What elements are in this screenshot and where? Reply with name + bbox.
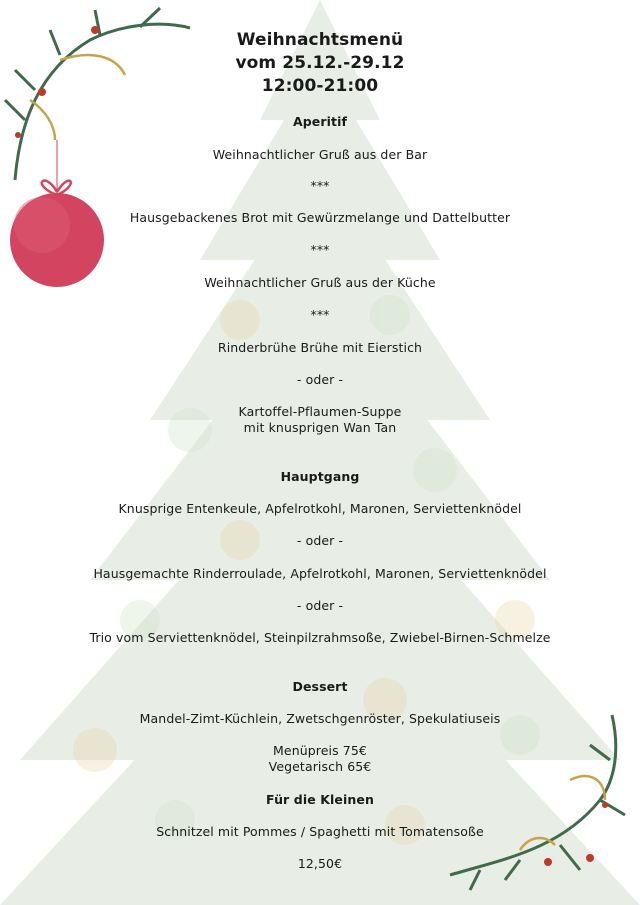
oder-separator: - oder -	[296, 598, 344, 613]
oder-separator: - oder -	[296, 372, 344, 387]
menu-item: Weihnachtlicher Gruß aus der Küche	[204, 275, 436, 290]
section-heading-kids: Für die Kleinen	[266, 792, 374, 807]
separator: ***	[310, 242, 330, 257]
menu-dates: vom 25.12.-29.12	[235, 53, 405, 73]
separator: ***	[310, 178, 330, 193]
oder-separator: - oder -	[296, 533, 344, 548]
section-heading-dessert: Dessert	[292, 679, 348, 694]
menu-item: Knusprige Entenkeule, Apfelrotkohl, Maronen, Serviettenknödel	[118, 501, 522, 516]
menu-item: Kartoffel-Pflaumen-Suppe	[238, 404, 402, 419]
separator: ***	[310, 307, 330, 322]
menu-item: Trio vom Serviettenknödel, Steinpilzrahmsoße, Zwiebel-Birnen-Schmelze	[89, 630, 551, 645]
menu-item: Hausgebackenes Brot mit Gewürzmelange und Dattelbutter	[129, 210, 511, 225]
menu-item: Hausgemachte Rinderroulade, Apfelrotkohl, Maronen, Serviettenknödel	[93, 566, 547, 581]
menu-price: Menüpreis 75€	[273, 743, 367, 758]
menu-item: Rinderbrühe Brühe mit Eierstich	[217, 340, 423, 355]
menu-title: Weihnachtsmenü	[236, 30, 404, 50]
kids-price: 12,50€	[297, 856, 343, 871]
menu-item: Schnitzel mit Pommes / Spaghetti mit Tomatensoße	[156, 824, 484, 839]
menu-item-subline: mit knusprigen Wan Tan	[243, 420, 397, 435]
vegetarian-price: Vegetarisch 65€	[268, 759, 372, 774]
section-heading-aperitif: Aperitif	[292, 114, 348, 129]
section-heading-hauptgang: Hauptgang	[280, 469, 360, 484]
menu-item: Mandel-Zimt-Küchlein, Zwetschgenröster, Spekulatiuseis	[139, 711, 501, 726]
menu-hours: 12:00-21:00	[261, 76, 379, 96]
menu-item: Weihnachtlicher Gruß aus der Bar	[212, 147, 428, 162]
